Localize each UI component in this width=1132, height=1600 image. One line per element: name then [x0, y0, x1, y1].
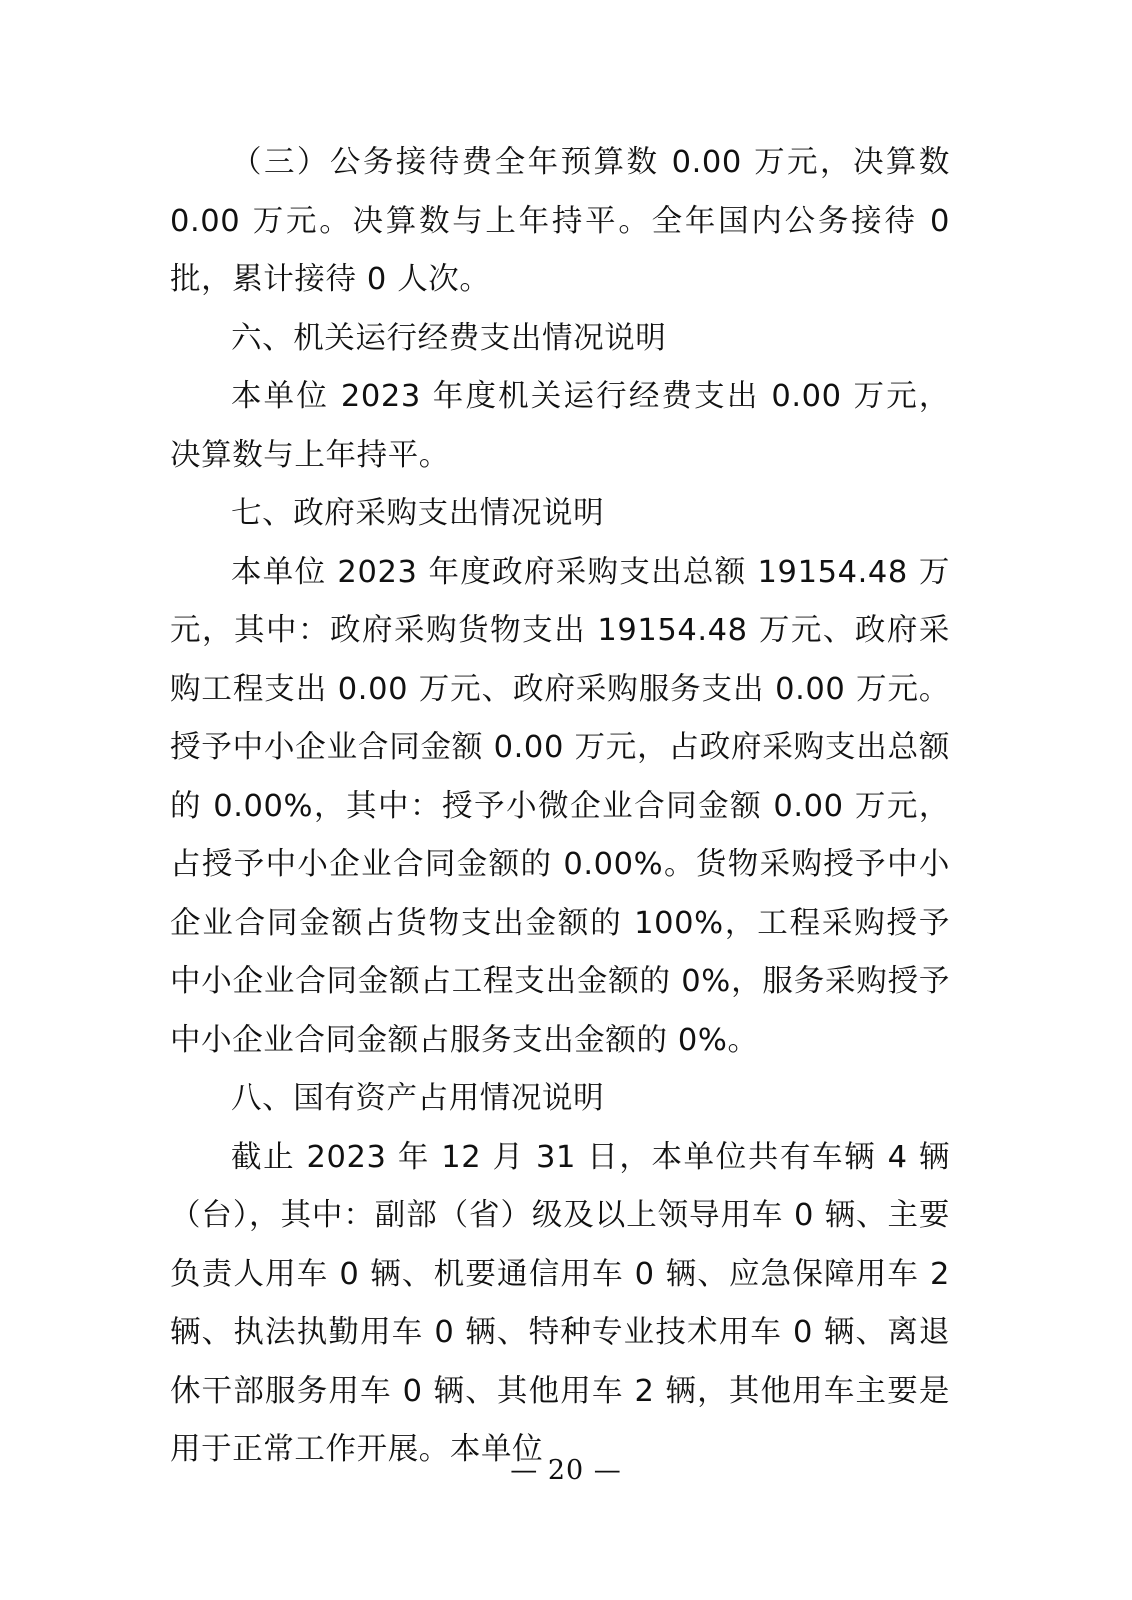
- section-heading-operating-expenses: 六、机关运行经费支出情况说明: [231, 320, 667, 356]
- section-heading-procurement: 七、政府采购支出情况说明: [231, 496, 605, 531]
- section-heading-state-assets: 八、国有资产占用情况说明: [231, 1081, 605, 1116]
- paragraph-operating-expenses: 本单位 2023 年度机关运行经费支出 0.00 万元，决算数与上年持平。: [170, 379, 950, 473]
- paragraph-procurement: 本单位 2023 年度政府采购支出总额 19154.48 万元，其中：政府采购货物支出 19154.48 万元、政府采购工程支出 0.00 万元、政府采购服务支出 0.00 万元。授予中小企业合同金额 0.00 万元，占政府采购支出总额的 0.00%，其中：授予小微企业合同金额 0.00 万元，占授予中小企业合同金额的 0.00%。货物采购授予中小企业合同金额占货物支出金额的 100%，工程采购授予中小企业合同金额占工程支出金额的 0%，服务采购授予中小企业合同金额占服务支出金额的 0%。: [170, 554, 950, 1058]
- paragraph-reception-expenses: （三）公务接待费全年预算数 0.00 万元，决算数 0.00 万元。决算数与上年持平。全年国内公务接待 0 批，累计接待 0 人次。: [170, 145, 950, 297]
- paragraph-state-assets: 截止 2023 年 12 月 31 日，本单位共有车辆 4 辆（台），其中：副部（省）级及以上领导用车 0 辆、主要负责人用车 0 辆、机要通信用车 0 辆、应急保障用车 2 辆、执法执勤用车 0 辆、特种专业技术用车 0 辆、离退休干部服务用车 0 辆、其他用车 2 辆，其他用车主要是用于正常工作开展。本单位: [170, 1139, 950, 1467]
- document-body: [170, 134, 950, 1480]
- page-number: — 20 —: [510, 1455, 622, 1486]
